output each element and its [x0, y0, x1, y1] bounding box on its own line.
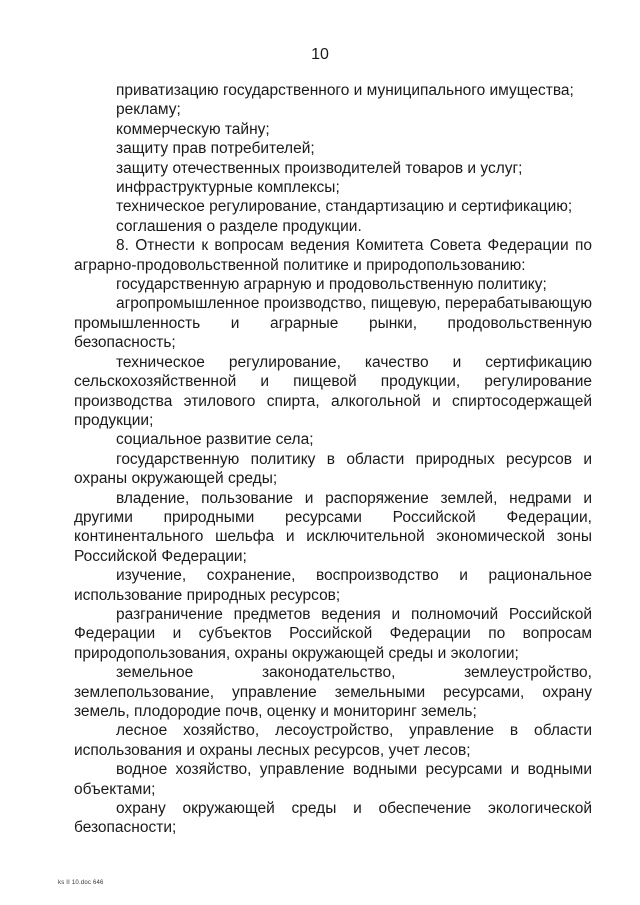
paragraph-land-legislation: земельное законодательство, землеустройство, землепользование, управление земельными ресурсами, охрану земель, плодородие почв, оценку и мониторинг земель;: [74, 664, 592, 720]
paragraph-domestic-producers: защиту отечественных производителей товаров и услуг;: [116, 159, 523, 177]
paragraph-forestry: лесное хозяйство, лесоустройство, управление в области использования и охраны лесных ресурсов, учет лесов;: [74, 722, 592, 759]
paragraph-item-8-heading: 8. Отнести к вопросам ведения Комитета Совета Федерации по аграрно-продовольственной политике и природопользованию:: [74, 237, 592, 274]
paragraph-privatization: приватизацию государственного и муниципального имущества;: [116, 82, 574, 99]
paragraph-advertising: рекламу;: [116, 101, 181, 119]
paragraph-natural-resources-policy: государственную политику в области природных ресурсов и охраны окружающей среды;: [74, 450, 592, 488]
paragraph-production-sharing: соглашения о разделе продукции.: [116, 217, 362, 235]
document-body: [74, 81, 592, 838]
paragraph-rural-development: социальное развитие села;: [116, 431, 314, 449]
paragraph-technical-regulation: техническое регулирование, стандартизацию и сертификацию;: [116, 198, 573, 216]
paragraph-water-management: водное хозяйство, управление водными ресурсами и водными объектами;: [74, 761, 592, 798]
paragraph-agrarian-policy: государственную аграрную и продовольственную политику;: [116, 276, 547, 294]
paragraph-jurisdiction-division: разграничение предметов ведения и полномочий Российской Федерации и субъектов Российской Федерации по вопросам природопользования, охраны окружающей среды и экологии;: [74, 605, 592, 662]
paragraph-resource-study: изучение, сохранение, воспроизводство и рациональное использование природных ресурсов;: [74, 567, 592, 604]
paragraph-environmental-safety: охрану окружающей среды и обеспечение экологической безопасности;: [74, 800, 592, 837]
paragraph-food-certification: техническое регулирование, качество и сертификацию сельскохозяйственной и пищевой продукции, регулирование производства этилового спирта, алкогольной и спиртосодержащей продукции;: [74, 353, 592, 429]
document-footer: ks II 10.doc 646: [58, 880, 104, 886]
paragraph-trade-secret: коммерческую тайну;: [116, 120, 270, 138]
paragraph-infrastructure: инфраструктурные комплексы;: [116, 179, 340, 197]
page-number: 10: [311, 46, 329, 63]
paragraph-land-ownership: владение, пользование и распоряжение землей, недрами и другими природными ресурсами Российской Федерации, континентального шельфа и исключительной экономической зоны Российской Федерации;: [74, 489, 592, 565]
paragraph-consumer-rights: защиту прав потребителей;: [116, 140, 315, 158]
paragraph-agro-industrial: агропромышленное производство, пищевую, перерабатывающую промышленность и аграрные рынки, продовольственную безопасность;: [74, 295, 592, 352]
